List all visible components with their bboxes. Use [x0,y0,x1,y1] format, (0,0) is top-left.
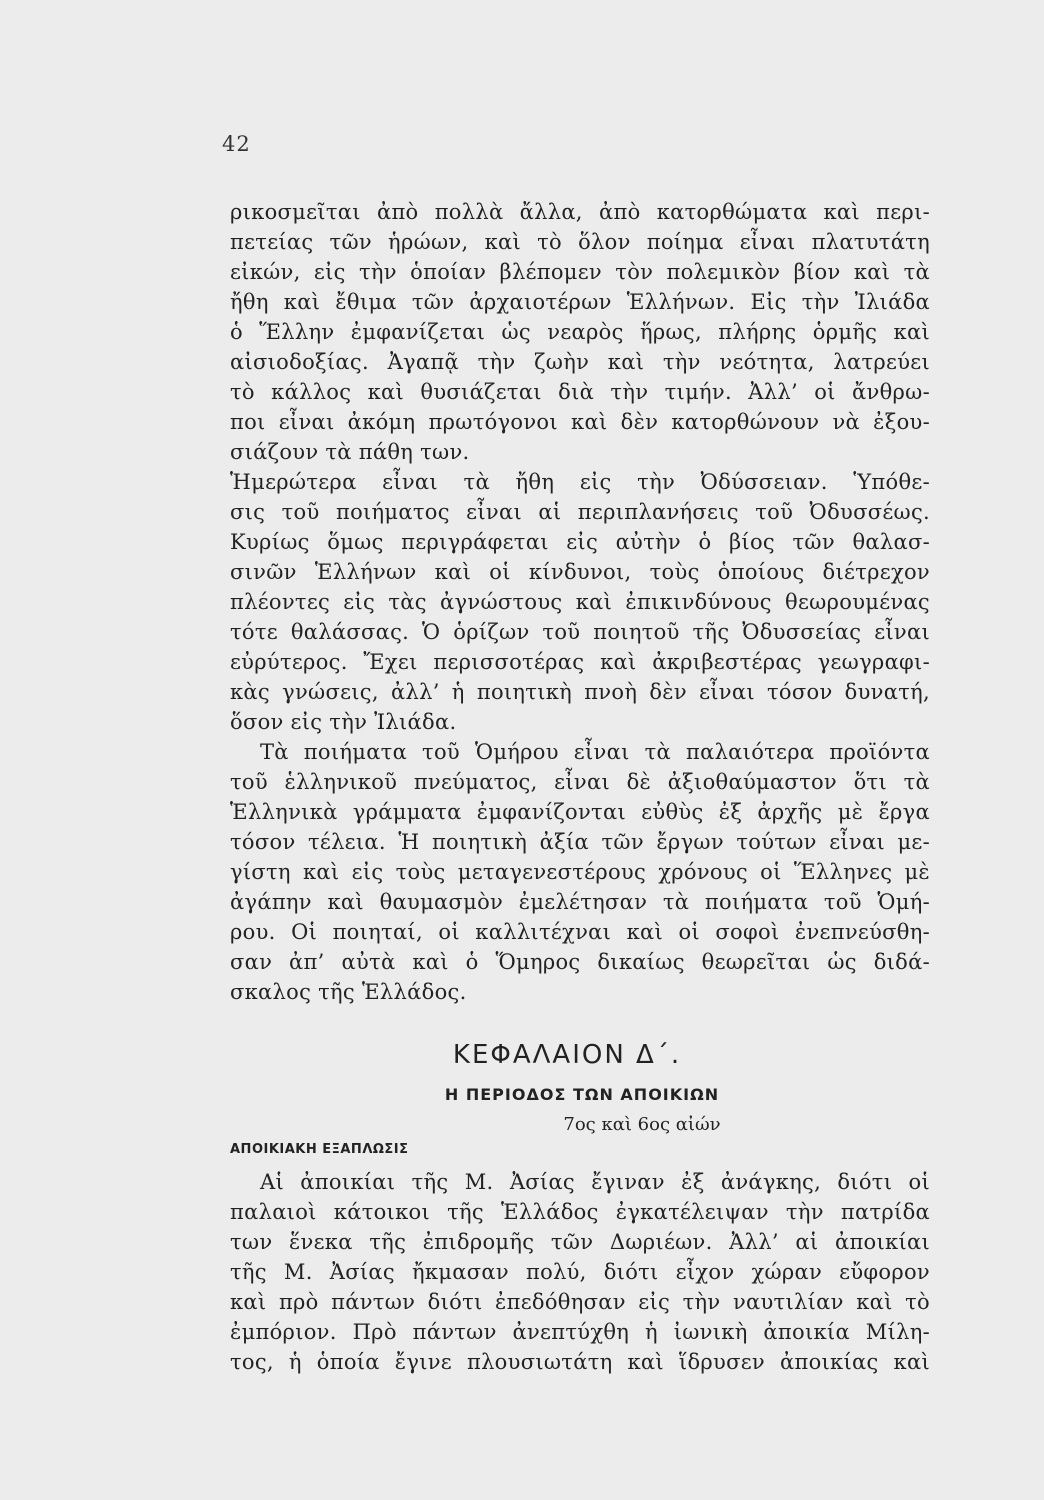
text-line: των ἕνεκα τῆς ἐπιδρομῆς τῶν Δωριέων. Ἀλλ’ αἱ ἀποικίαι [230,1230,930,1254]
text-line: ρου. Οἱ ποιηταί, οἱ καλλιτέχναι καὶ οἱ σοφοὶ ἐνεπνεύσθη- [230,920,930,944]
text-line: ἐμπόριον. Πρὸ πάντων ἀνεπτύχθη ἡ ἰωνικὴ ἀποικία Μίλη- [230,1320,930,1344]
century-note-text: 7ος καὶ 6ος αἰών [563,1114,721,1135]
text-line: ἤθη καὶ ἔθιμα τῶν ἀρχαιοτέρων Ἑλλήνων. Εἰς τὴν Ἰλιάδα [230,290,930,314]
text-line: τος, ἡ ὁποία ἔγινε πλουσιωτάτη καὶ ἵδρυσεν ἀποικίας καὶ [230,1350,930,1374]
text-line: παλαιοὶ κάτοικοι τῆς Ἑλλάδος ἐγκατέλειψαν τὴν πατρίδα [230,1200,930,1224]
text-line: γίστη καὶ εἰς τοὺς μεταγενεστέρους χρόνους οἱ Ἕλληνες μὲ [230,860,930,884]
century-note [0,1114,1044,1135]
text-line: σις τοῦ ποιήματος εἶναι αἱ περιπλανήσεις τοῦ Ὀδυσσέως. [230,500,930,524]
text-line: τῆς Μ. Ἀσίας ἤκμασαν πολύ, διότι εἶχον χώραν εὔφορον [230,1260,930,1284]
main-text [230,197,930,1007]
text-line: ὁ Ἕλλην ἐμφανίζεται ὡς νεαρὸς ἥρως, πλήρης ὁρμῆς καὶ [230,320,930,344]
text-line: σινῶν Ἑλλήνων καὶ οἱ κίνδυνοι, τοὺς ὁποίους διέτρεχον [230,560,930,584]
text-line: Ἡμερώτερα εἶναι τὰ ἤθη εἰς τὴν Ὀδύσσειαν. Ὑπόθε- [230,470,930,494]
text-line: ὅσον εἰς τὴν Ἰλιάδα. [230,710,457,734]
text-line: τὸ κάλλος καὶ θυσιάζεται διὰ τὴν τιμήν. Ἀλλ’ οἱ ἄνθρω- [230,380,930,404]
text-line: Κυρίως ὅμως περιγράφεται εἰς αὐτὴν ὁ βίος τῶν θαλασ- [230,530,930,554]
chapter-heading-text: ΚΕΦΑΛΑΙΟΝ Δ΄. [452,1040,682,1070]
text-line: εὐρύτερος. Ἔχει περισσοτέρας καὶ ἀκριβεστέρας γεωγραφι- [230,650,930,674]
text-line: Ἑλληνικὰ γράμματα ἐμφανίζονται εὐθὺς ἐξ ἀρχῆς μὲ ἔργα [230,800,930,824]
text-line: αἰσιοδοξίας. Ἀγαπᾷ τὴν ζωὴν καὶ τὴν νεότητα, λατρεύει [230,350,930,374]
text-line: Τὰ ποιήματα τοῦ Ὁμήρου εἶναι τὰ παλαιότερα προϊόντα [260,740,930,764]
text-line: καὶ πρὸ πάντων διότι ἐπεδόθησαν εἰς τὴν ναυτιλίαν καὶ τὸ [230,1290,930,1314]
text-line: τότε θαλάσσας. Ὁ ὁρίζων τοῦ ποιητοῦ τῆς Ὀδυσσείας εἶναι [230,620,930,644]
text-line: ρικοσμεῖται ἀπὸ πολλὰ ἄλλα, ἀπὸ κατορθώματα καὶ περι- [230,200,930,224]
text-line: σιάζουν τὰ πάθη των. [230,440,470,464]
text-line: ἀγάπην καὶ θαυμασμὸν ἐμελέτησαν τὰ ποιήματα τοῦ Ὁμή- [230,890,930,914]
text-line: τόσον τέλεια. Ἡ ποιητικὴ ἀξία τῶν ἔργων τούτων εἶναι με- [230,830,930,854]
section-title [0,1085,1044,1104]
text-line: κὰς γνώσεις, ἀλλ’ ἡ ποιητικὴ πνοὴ δὲν εἶναι τόσον δυνατή, [230,680,930,704]
text-line: σκαλος τῆς Ἑλλάδος. [230,980,467,1004]
page-number: 42 [222,132,251,156]
text-line: τοῦ ἑλληνικοῦ πνεύματος, εἶναι δὲ ἀξιοθαύμαστον ὅτι τὰ [230,770,930,794]
section-text [230,1167,930,1377]
text-line: εἰκών, εἰς τὴν ὁποίαν βλέπομεν τὸν πολεμικὸν βίον καὶ τὰ [230,260,930,284]
text-line: σαν ἀπ’ αὐτὰ καὶ ὁ Ὅμηρος δικαίως θεωρεῖται ὡς διδά- [230,950,930,974]
side-heading: ΑΠΟΙΚΙΑΚΗ ΕΞΑΠΛΩΣΙΣ [230,1142,409,1157]
text-line: ποι εἶναι ἀκόμη πρωτόγονοι καὶ δὲν κατορθώνουν νὰ ἐξου- [230,410,930,434]
section-title-text: Η ΠΕΡΙΟΔΟΣ ΤΩΝ ΑΠΟΙΚΙΩΝ [444,1085,720,1104]
chapter-heading [0,1040,1044,1070]
text-line: Αἱ ἀποικίαι τῆς Μ. Ἀσίας ἔγιναν ἐξ ἀνάγκης, διότι οἱ [260,1170,930,1194]
text-line: πλέοντες εἰς τὰς ἀγνώστους καὶ ἐπικινδύνους θεωρουμένας [230,590,930,614]
text-line: πετείας τῶν ἡρώων, καὶ τὸ ὅλον ποίημα εἶναι πλατυτάτη [230,230,930,254]
